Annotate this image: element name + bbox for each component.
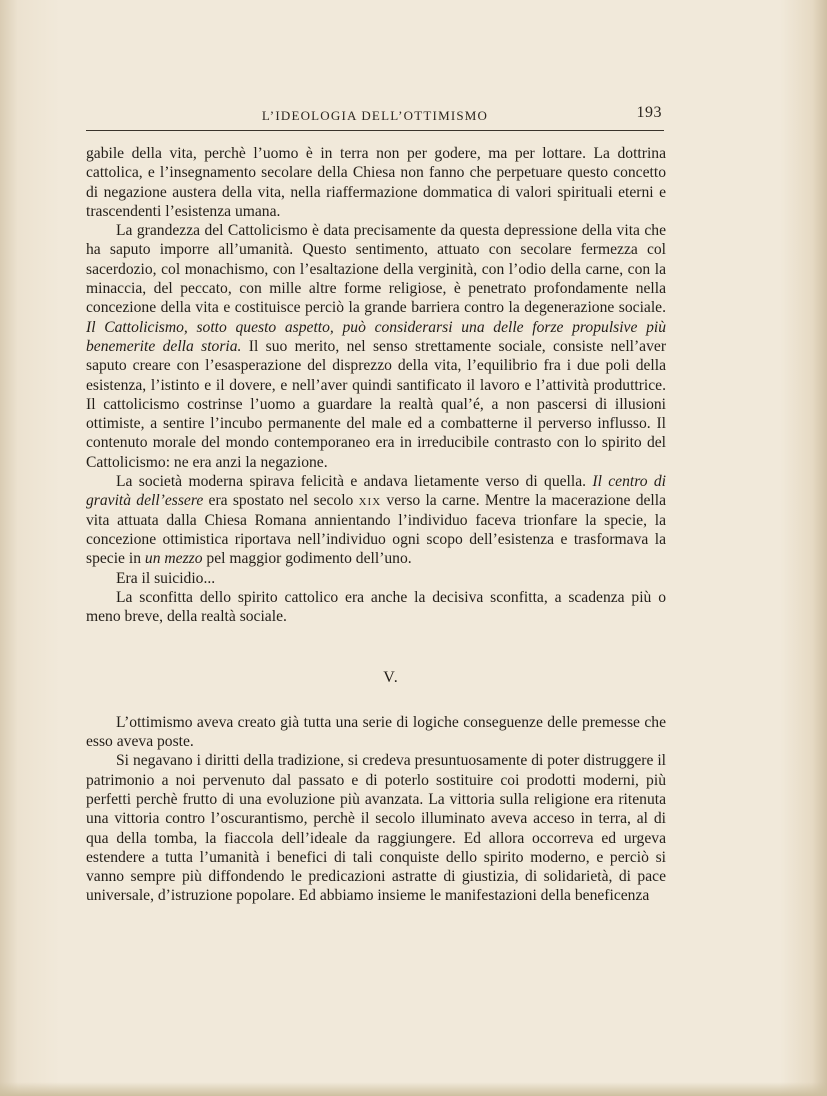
text-run: verso la carne. Mentre la macerazione della vita attuata dalla Chiesa Romana annientando l’individuo faceva trionfare la specie, la concezione ottimistica riportava nell’individuo ogni scopo dell’esistenza e trasformava la specie in (86, 492, 667, 568)
text-run: gabile della vita, perchè l’uomo è in terra non per godere, ma per lottare. La dottrina cattolica, e l’insegnamento secolare della Chiesa non fanno che perpetuare questo concetto di negazione austera della vita, nella riaffermazione dommatica di valori spirituali eterni e trascendenti l’esistenza umana. (86, 145, 666, 220)
italic-run: Il centro di gravità dell’essere (86, 473, 666, 510)
section-heading: V. (383, 669, 399, 687)
italic-run: un mezzo (144, 550, 203, 568)
page-number: 193 (636, 104, 662, 121)
text-run: pel maggior godimento dell’uno. (202, 550, 412, 568)
text-run: Il suo merito, nel senso strettamente sociale, consiste nell’aver saputo creare con l’esasperazione del disprezzo della vita, l’equilibrio fra i due poli della esistenza, l’istinto e il dovere, e nell’aver quindi santificato il lavoro e l’attività produttrice. Il cattolicismo costrinse l’uomo a guardare la realtà qual’é, a non pascersi di illusioni ottimiste, a sentire l’incubo permanente del male ed a combatterne il perverso influsso. Il contenuto morale del mondo contemporaneo era in irreducibile contrasto con lo spirito del Cattolicismo: ne era anzi la negazione. (86, 337, 667, 471)
paragraph (86, 221, 666, 472)
text-run: era spostato nel secolo (203, 492, 359, 510)
text-run: La società moderna spirava felicità e andava lietamente verso di quella. (116, 473, 593, 491)
running-head (86, 104, 664, 131)
text-run: L’ottimismo aveva creato già tutta una serie di logiche conseguenze delle premesse che esso aveva poste. (86, 713, 666, 751)
small-caps-run: xix (358, 492, 382, 510)
paragraph (86, 713, 666, 752)
paragraph (86, 472, 666, 568)
running-title: L’IDEOLOGIA DELL’OTTIMISMO (261, 108, 489, 123)
body-text (86, 144, 666, 906)
text-run: Si negavano i diritti della tradizione, si credeva presuntuosamente di poter distruggere il patrimonio a noi pervenuto dal passato e di poterlo sostituire coi prodotti moderni, più perfetti perchè frutto di una evoluzione più avanzata. La vittoria sulla religione era ritenuta una vittoria contro l’oscurantismo, perchè il secolo illuminato aveva acceso in terra, al di qua della tomba, la fiaccola dell’ideale da raggiungere. Ed allora occorreva ed urgeva estendere a tutta l’umanità i benefici di tali conquiste dello spirito moderno, e perciò si vanno sempre più diffondendo le predicazioni astratte di giustizia, di solidarietà, di pace universale, d’istruzione popolare. Ed abbiamo insieme le manifestazioni della beneficenza (86, 752, 666, 905)
text-run: La sconfitta dello spirito cattolico era anche la decisiva sconfitta, a scadenza più o meno breve, della realtà sociale. (86, 588, 666, 626)
paragraph (86, 588, 666, 627)
paragraph (86, 144, 666, 221)
italic-run: Il Cattolicismo, sotto questo aspetto, può considerarsi una delle forze propulsive più benemerite della storia. (86, 318, 666, 355)
text-run: La grandezza del Cattolicismo è data precisamente da questa depressione della vita che ha saputo imporre all’umanità. Questo sentimento, attuato con secolare fermezza col sacerdozio, col monachismo, con l’esaltazione della verginità, con l’odio della carne, con la minaccia, del peccato, con mille altre forme religiose, è penetrato profondamente nella concezione della vita e costituisce perciò la grande barriera contro la degenerazione sociale. (86, 222, 666, 317)
paragraph (86, 569, 666, 588)
text-run: Era il suicidio... (116, 569, 216, 587)
paragraph (86, 751, 666, 905)
